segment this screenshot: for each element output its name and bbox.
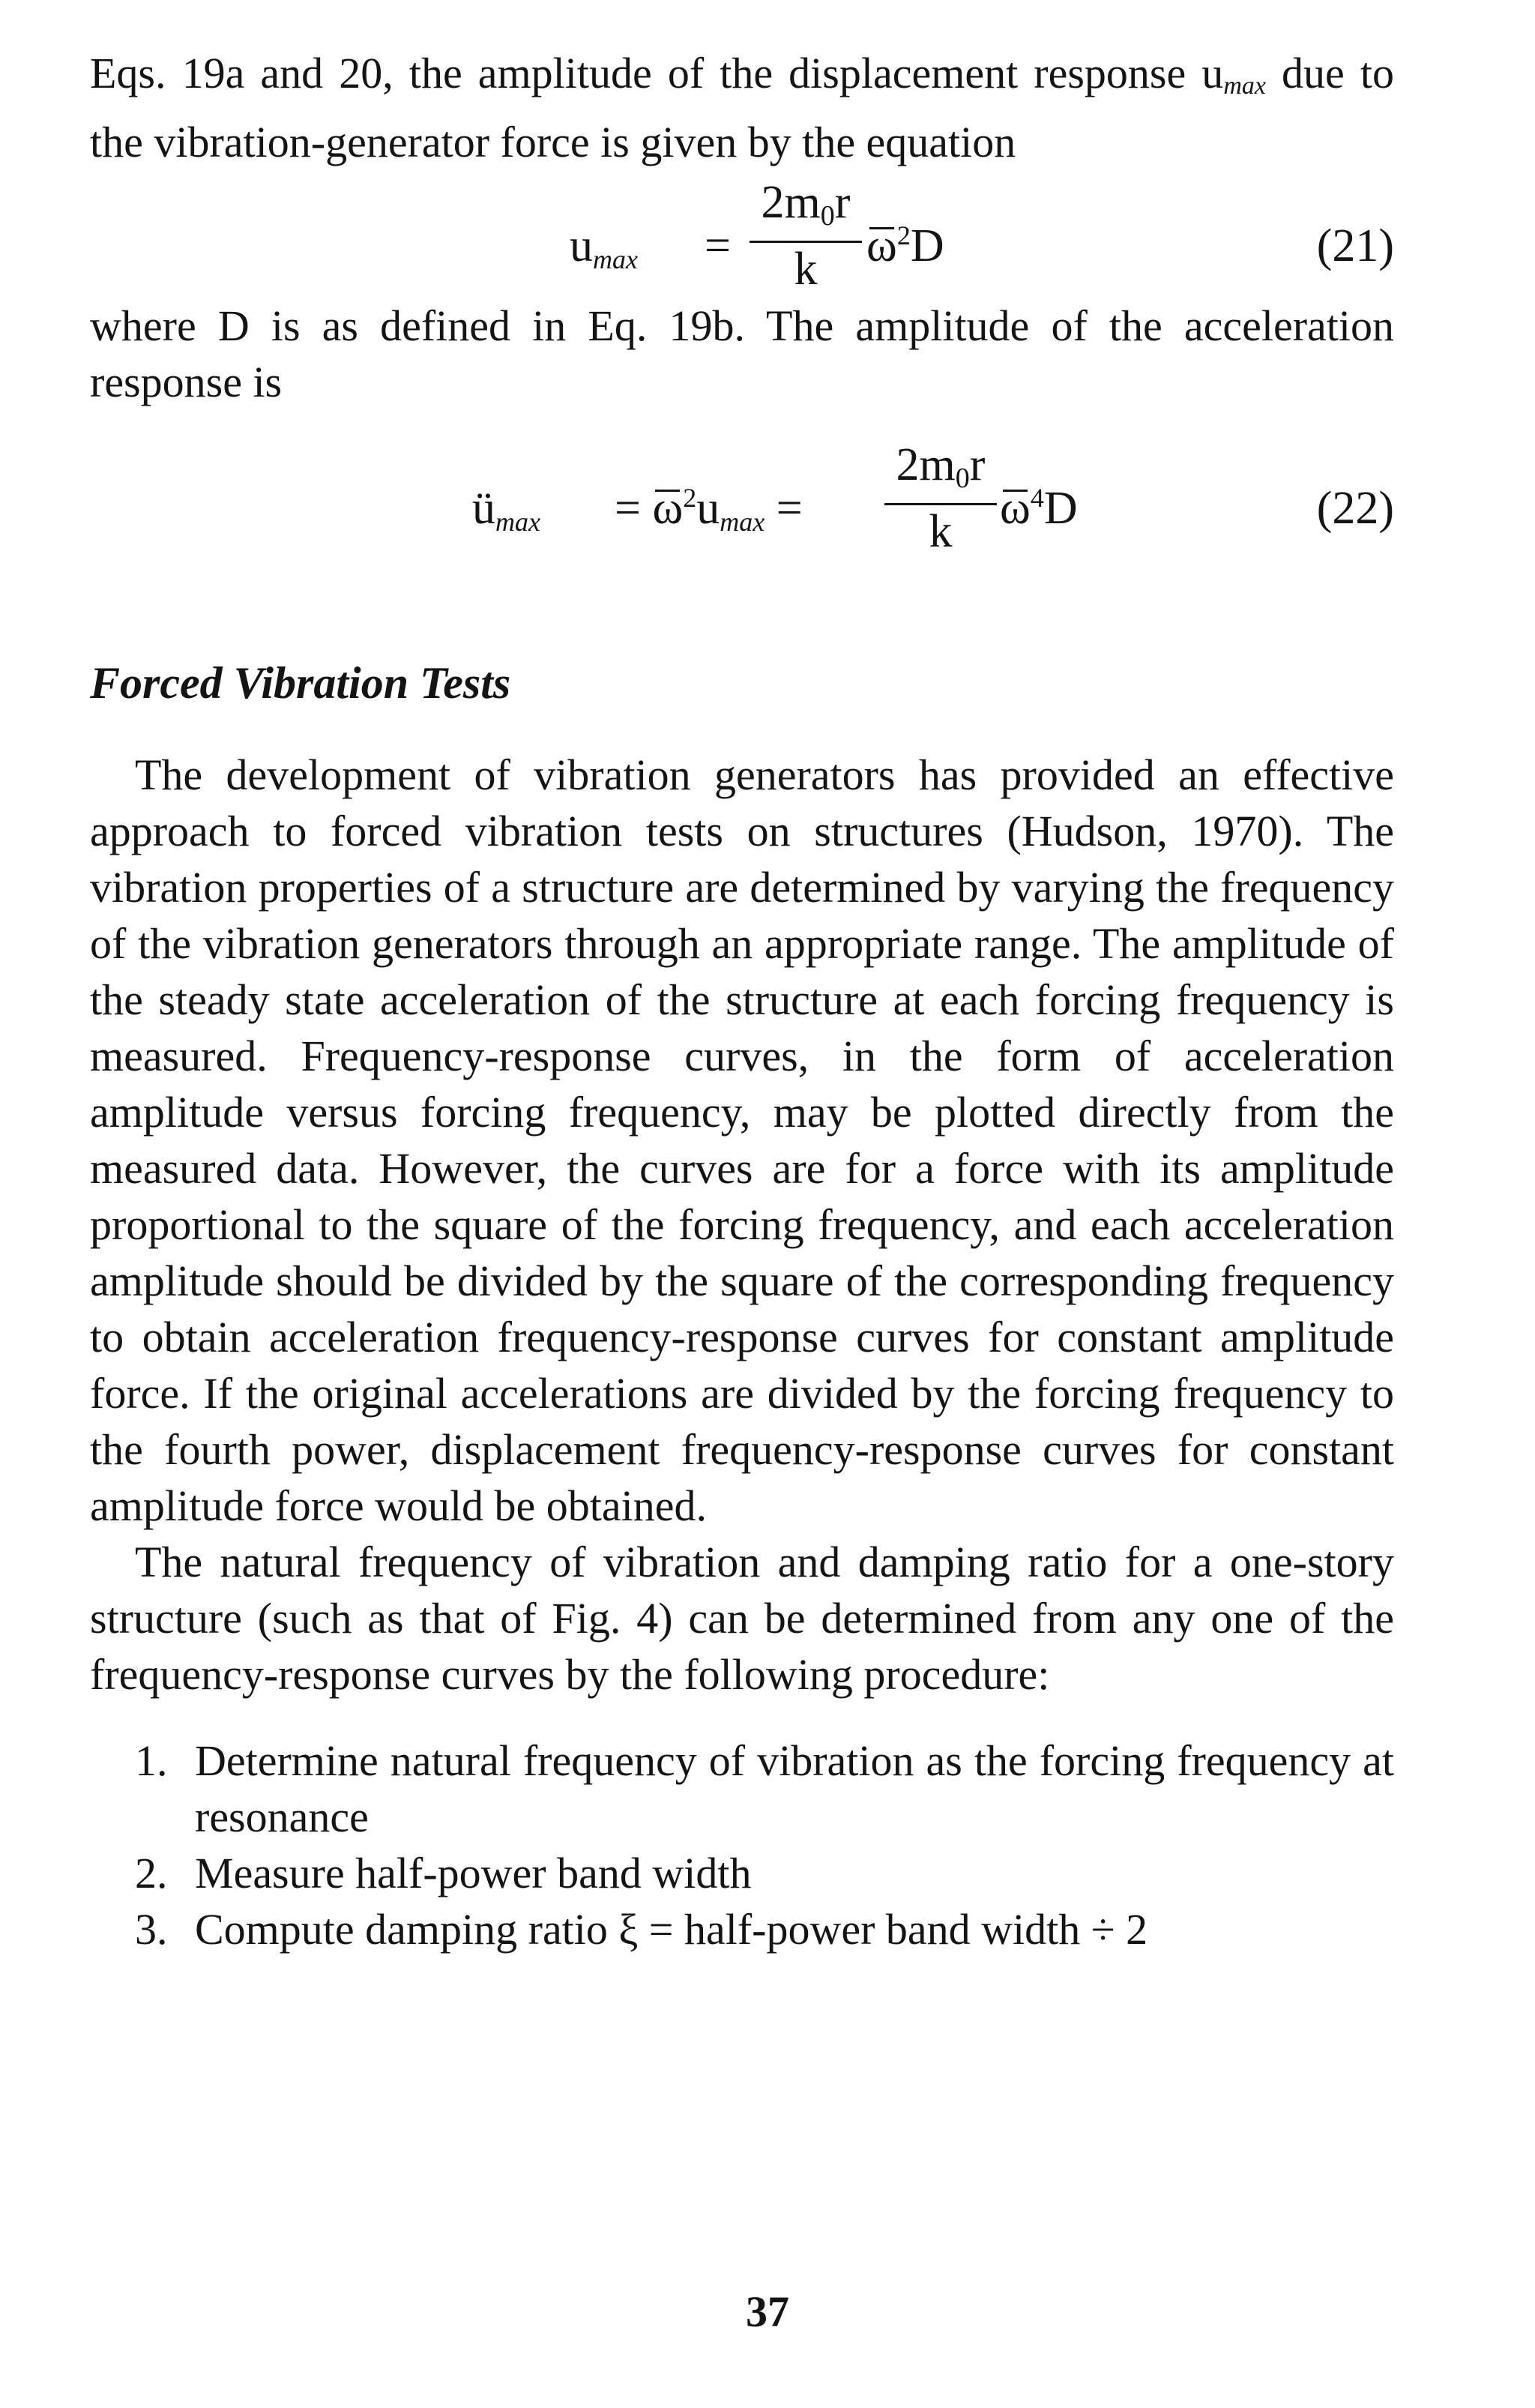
equation-22 <box>90 410 1394 560</box>
page-content <box>90 45 1394 1957</box>
section-heading: Forced Vibration Tests <box>90 658 511 708</box>
body-paragraph-1: The development of vibration generators has provided an effective approach to forced vibration tests on structures (Hudson, 1970). The vibration properties of a structure are determined by varying the frequency of the vibration generators through an appropriate range. The amplitude of the steady state acceleration of the structure at each forcing frequency is measured. Frequency-response curves, in the form of acceleration amplitude versus forcing frequency, may be plotted directly from the measured data. However, the curves are for a force with its amplitude proportional to the square of the forcing frequency, and each acceleration amplitude should be divided by the square of the corresponding frequency to obtain acceleration frequency-response curves for constant amplitude force. If the original accelerations are divided by the forcing frequency to the fourth power, displacement frequency-response curves for constant amplitude force would be obtained. <box>90 750 1394 1530</box>
list-item: 1. Determine natural frequency of vibration as the forcing frequency at resonance <box>135 1736 1394 1841</box>
eq22-tail: $\omega^4D$ <box>1000 483 1078 534</box>
eq22-middle: = $\omega^2u_{max}$ = <box>615 483 803 537</box>
eq21-denominator: k <box>794 244 818 295</box>
eq22-numerator: $2m_0r$ <box>884 440 997 505</box>
eq22-denominator: k <box>929 506 953 557</box>
eq21-numerator: $2m_0r$ <box>750 178 862 243</box>
eq22-lhs: $ü_{max}$ <box>472 483 540 537</box>
intro-text-b: due to the vibration-generator force is given by the equation <box>90 49 1395 166</box>
where-paragraph: where D is as defined in Eq. 19b. The amplitude of the acceleration response is <box>90 301 1394 406</box>
eq21-tail: $\omega^2D$ <box>866 220 944 271</box>
list-item: 3. Compute damping ratio ξ = half-power band width ÷ 2 <box>135 1905 1148 1954</box>
intro-paragraph <box>90 45 1394 170</box>
list-item: 2. Measure half-power band width <box>135 1849 752 1897</box>
equation-21 <box>90 170 1394 298</box>
procedure-list <box>90 1733 1394 1957</box>
eq22-number: (22) <box>1316 483 1394 534</box>
eq22-fraction <box>884 440 997 558</box>
intro-subscript: max <box>1223 72 1266 100</box>
intro-text-a: Eqs. 19a and 20, the amplitude of the displacement response u <box>90 49 1224 97</box>
eq21-fraction <box>750 178 862 295</box>
page-number: 37 <box>746 2287 789 2336</box>
eq21-number: (21) <box>1316 220 1394 271</box>
eq21-lhs: $u_{max}$ <box>570 220 638 274</box>
body-paragraph-2: The natural frequency of vibration and damping ratio for a one-story structure (such as that of Fig. 4) can be determined from any one of the frequency-response curves by the following procedure: <box>90 1538 1394 1699</box>
eq21-equals: = <box>705 220 731 271</box>
